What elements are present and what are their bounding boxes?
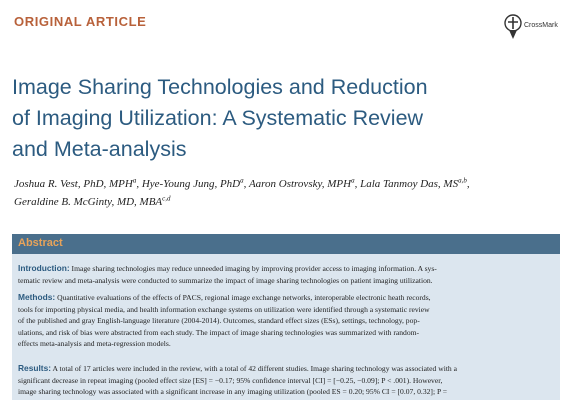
author-name[interactable]: Joshua R. Vest, PhD, MPH [14,178,133,190]
abstract-body [12,254,560,400]
abstract-line: tematic review and meta-analysis were conducted to summarize the impact of image sharing technologies on patient imaging utilization. [18,275,433,285]
section-label: ORIGINAL ARTICLE [14,14,147,29]
abstract-introduction [18,263,556,286]
abstract-line: image sharing technology was associated with a significant increase in any imaging utilization (pooled ES = 0.20; 95% CI = [0.07, 0.32]; P = [18,387,448,397]
author-list [14,175,574,211]
author-name[interactable]: Aaron Ostrovsky, MPH [248,178,352,190]
author-name[interactable]: Geraldine B. McGinty, MD, MBA [14,196,163,208]
abstract-line: significant decrease in repeat imaging (pooled effect size [ES] = −0.17; 95% confidence interval [CI] = [−0.25, −0.09]; P < .001). However, [18,375,443,385]
author-affiliation[interactable]: a [240,176,244,185]
author-line [14,193,574,211]
author-affiliation[interactable]: a,b [458,176,467,185]
abstract-line: of the published and gray English-language literature (2004-2014). Outcomes, standard effect sizes (ESs), settings, technology, pop- [18,316,420,326]
methods-label: Methods: [18,292,56,302]
introduction-text: Image sharing technologies may reduce unneeded imaging by improving provider access to imaging information. A sys- [71,264,437,273]
abstract-line: tools for importing physical media, and health information exchange systems on utilization were identified through a systematic review [18,304,430,314]
crossmark-badge[interactable] [500,14,580,44]
abstract-line: ulations, and risk of bias were abstracted from each study. The impact of image sharing technologies was summarized with random- [18,327,420,337]
results-label: Results: [18,363,52,373]
author-name[interactable]: Lala Tanmoy Das, MS [360,178,459,190]
results-text: A total of 17 articles were included in the review, with a total of 42 different studies. Image sharing technology was associated with a [52,364,457,373]
introduction-label: Introduction: [18,263,70,273]
abstract-line [18,292,556,304]
crossmark-label: CrossMark [524,22,558,29]
article-title [12,72,552,165]
title-line: of Imaging Utilization: A Systematic Review [12,106,424,130]
abstract-line [18,363,556,375]
abstract-results [18,363,556,398]
title-line: and Meta-analysis [12,137,187,161]
abstract-line [18,263,556,275]
crossmark-icon [504,14,522,40]
author-line: Joshua R. Vest, PhD, MPH$^a$, Hye-Young Jung, PhD$^a$, Aaron Ostrovsky, MPH$^a$, Lala Tanmoy Das, MS$^{a,b}$, [14,176,470,190]
abstract-header [12,234,560,254]
author-affiliation[interactable]: a [132,176,137,185]
abstract-methods [18,292,556,350]
methods-text: Quantitative evaluations of the effects of PACS, regional image exchange networks, interoperable electronic heath records, [57,293,431,302]
author-affiliation[interactable]: a [351,176,355,185]
title-line: Image Sharing Technologies and Reduction [12,75,428,99]
abstract-heading: Abstract [18,237,63,249]
abstract-line: effects meta-analysis and meta-regression models. [18,339,171,349]
author-name[interactable]: Hye-Young Jung, PhD [141,178,241,190]
author-affiliation[interactable]: c,d [162,194,171,203]
